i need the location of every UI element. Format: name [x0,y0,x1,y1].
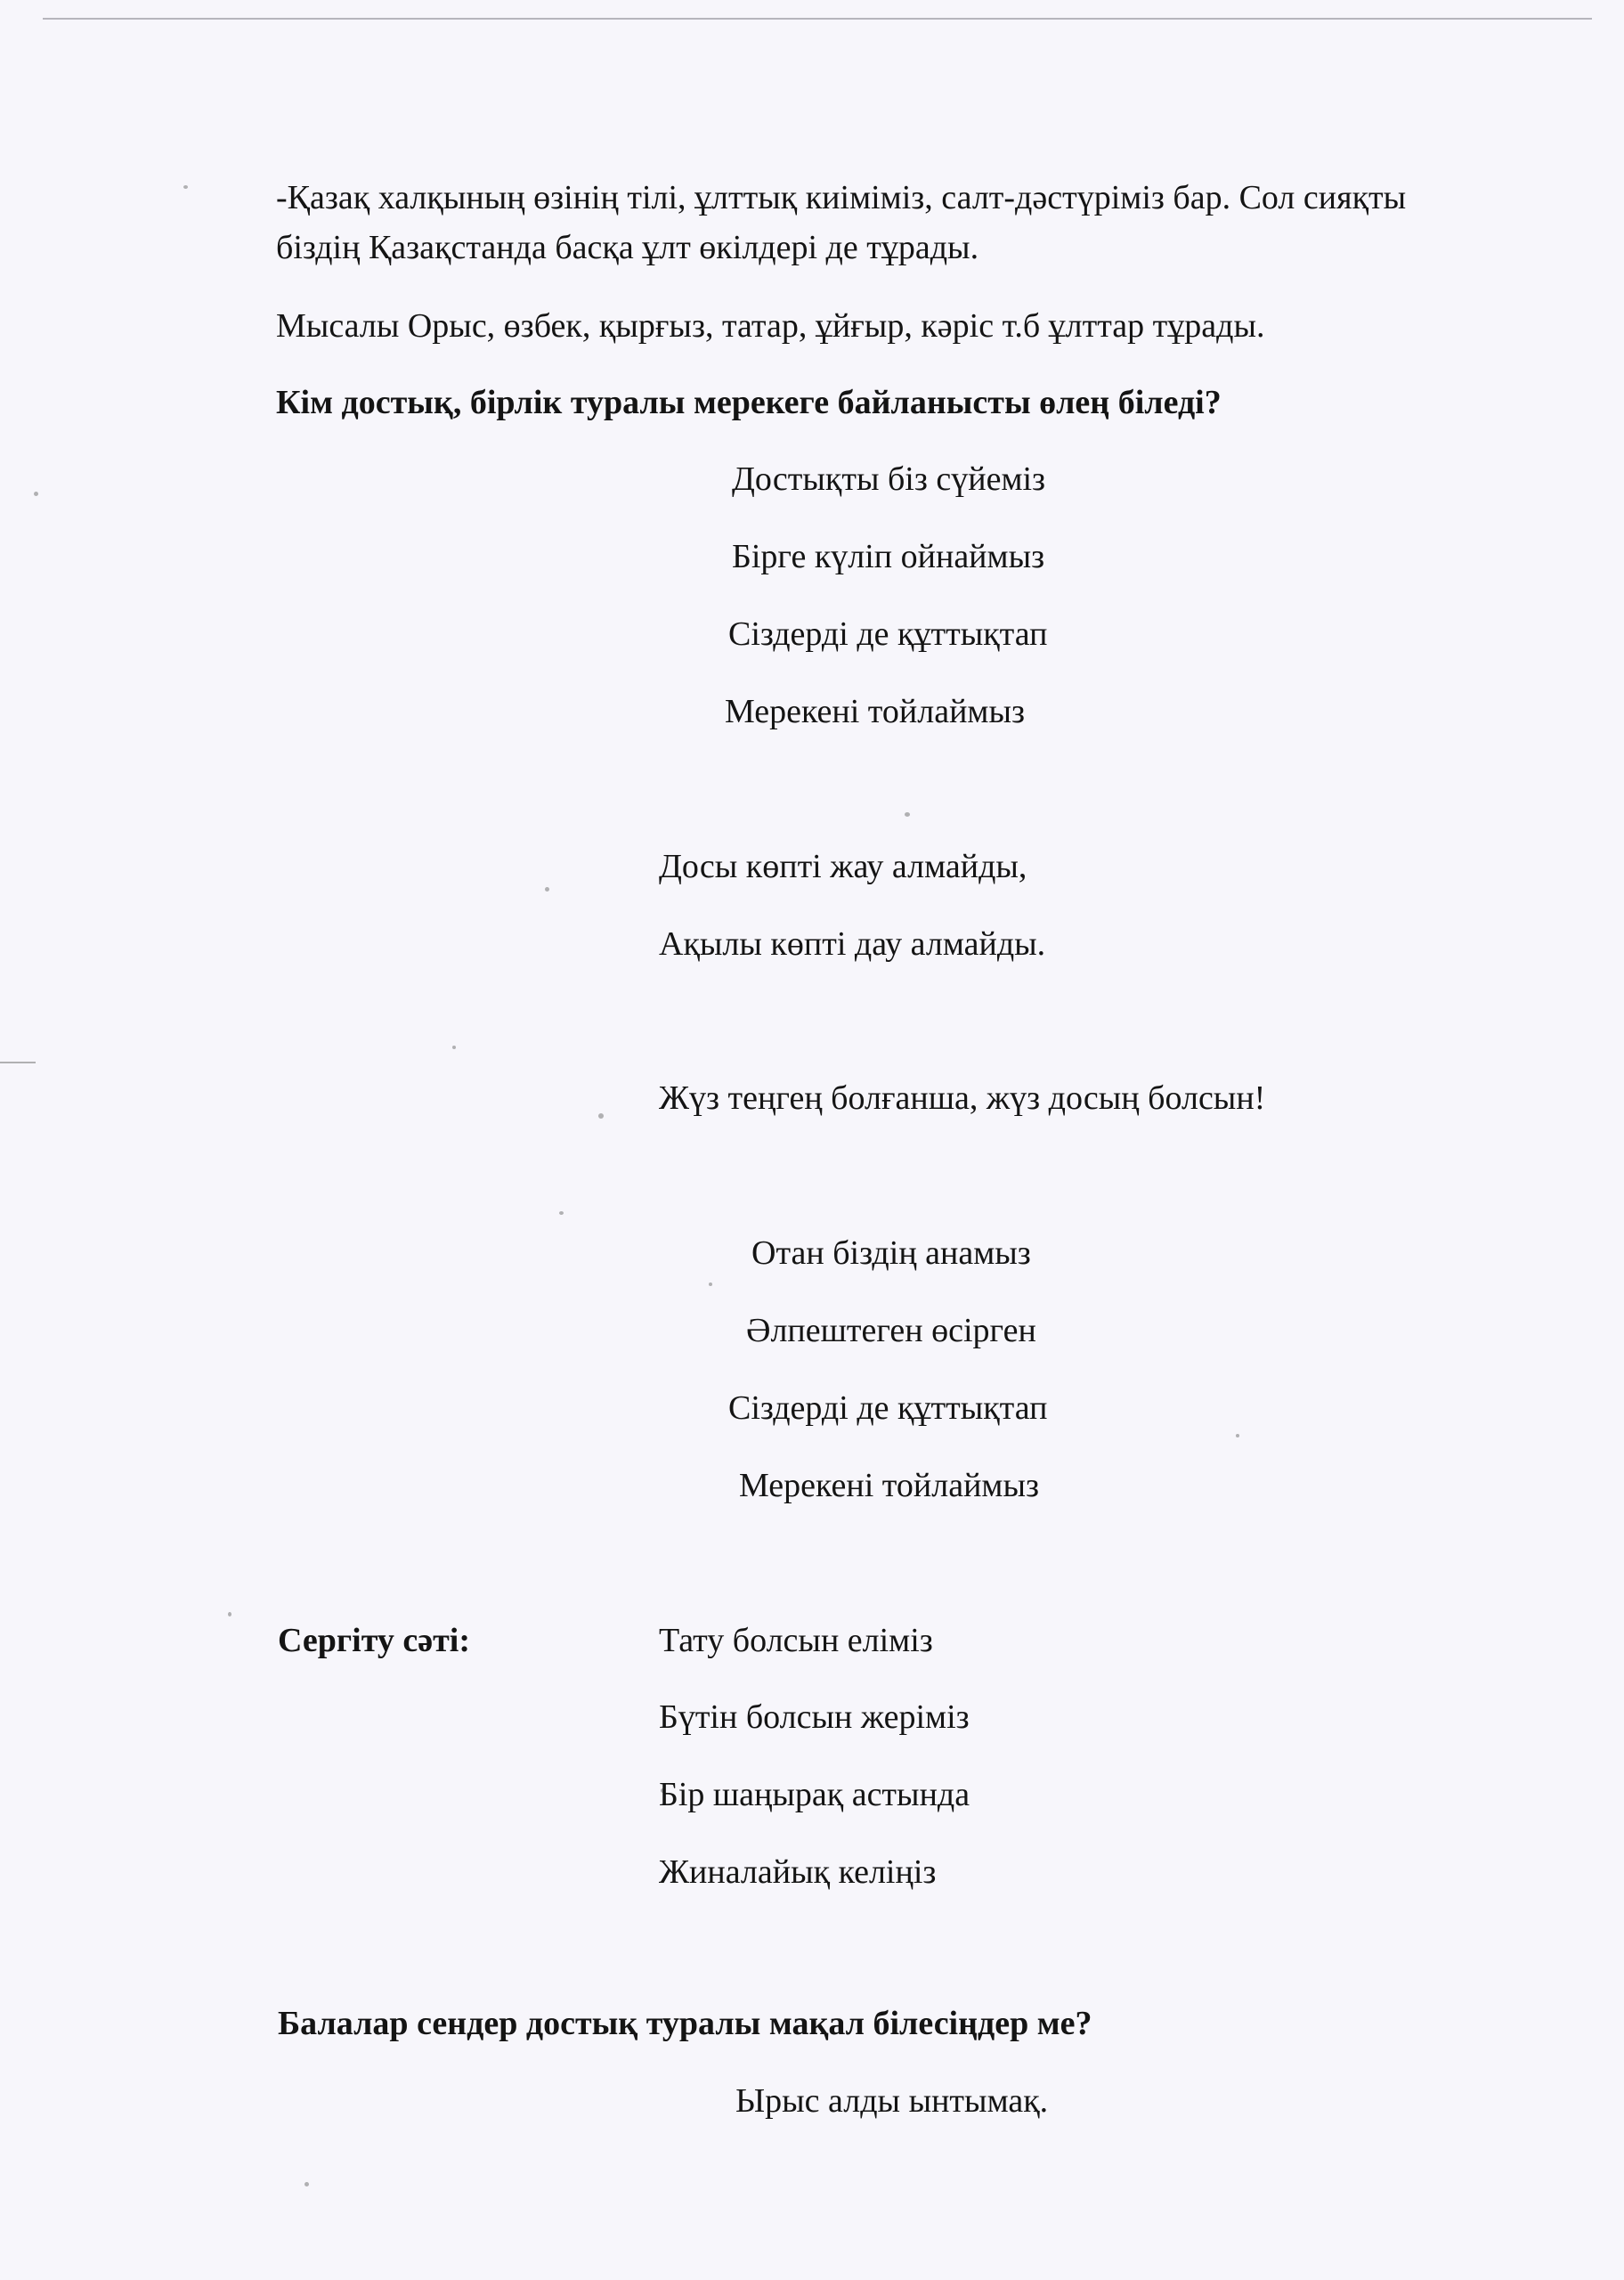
poem2-line-2: Әлпештеген өсірген [746,1312,1036,1349]
question-poem: Кім достық, бірлік туралы мерекеге байланысты өлең біледі? [276,384,1222,421]
poem2-line-1: Отан біздің анамыз [751,1234,1031,1272]
question-proverb: Балалар сендер достық туралы мақал білесіңдер ме? [278,2005,1092,2042]
scan-speck [304,2182,309,2186]
poem2-line-4: Мерекені тойлаймыз [739,1467,1039,1504]
proverb-single: Жүз теңгең болғанша, жүз досың болсын! [659,1079,1266,1117]
scan-speck [598,1113,604,1119]
proverb-line-2: Ақылы көпті дау алмайды. [659,925,1046,963]
scan-speck [183,185,188,189]
scan-speck [1236,1434,1239,1437]
poem1-line-1: Достықты біз сүйеміз [732,460,1046,498]
exercise-line-4: Жиналайық келіңіз [659,1853,937,1891]
poem1-line-2: Бірге күліп ойнаймыз [732,538,1045,575]
scan-speck [905,812,910,817]
exercise-label: Сергіту сәті: [278,1622,470,1659]
poem1-line-3: Сіздерді де құттықтап [728,615,1048,653]
intro-line-2: біздің Қазақстанда басқа ұлт өкілдері де тұрады. [276,229,979,266]
scan-speck [228,1612,231,1616]
scan-speck [545,887,549,892]
exercise-line-1: Тату болсын еліміз [659,1622,933,1659]
answer-proverb: Ырыс алды ынтымақ. [735,2082,1049,2120]
intro-line-1: -Қазақ халқының өзінің тілі, ұлттық киіміміз, салт-дәстүріміз бар. Сол сияқты [276,179,1407,216]
poem1-line-4: Мерекені тойлаймыз [725,693,1025,730]
intro-line-3: Мысалы Орыс, өзбек, қырғыз, татар, ұйғыр, кәріс т.б ұлттар тұрады. [276,307,1265,345]
scan-speck [34,492,38,496]
scan-speck [709,1282,712,1286]
exercise-line-2: Бүтін болсын жеріміз [659,1698,970,1736]
poem2-line-3: Сіздерді де құттықтап [728,1389,1048,1427]
scan-speck [559,1211,564,1215]
scan-speck [452,1046,456,1049]
proverb-line-1: Досы көпті жау алмайды, [659,848,1027,885]
scan-speck [0,1062,36,1063]
exercise-line-3: Бір шаңырақ астында [659,1776,970,1813]
scan-top-edge [43,18,1592,20]
